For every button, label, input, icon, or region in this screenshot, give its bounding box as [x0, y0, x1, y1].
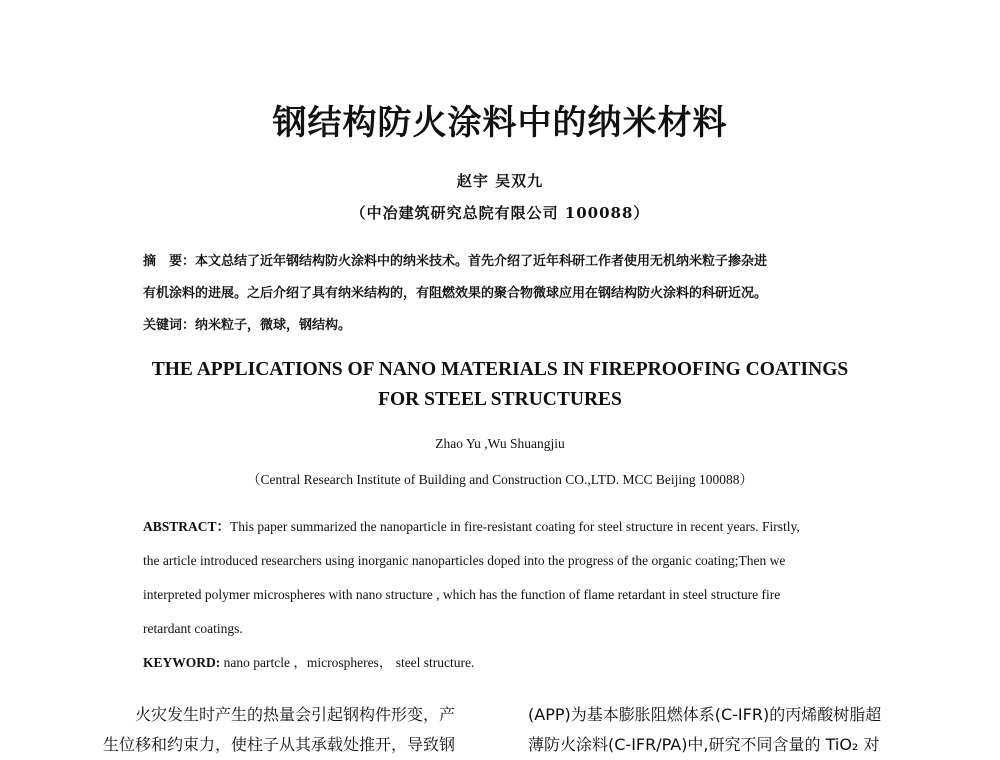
body-columns	[103, 700, 923, 760]
body-left-line-2: 生位移和约束力，使柱子从其承载处推开，导致钢	[103, 735, 456, 754]
chinese-keywords-label: 关键词：	[143, 318, 196, 333]
english-affiliation: （Central Research Institute of Building and Construction CO.,LTD. MCC Beijing 100088）	[246, 472, 754, 487]
english-abstract-text-1: This paper summarized the nanoparticle in fire-resistant coating for steel structure in recent years. Firstly,	[230, 519, 800, 534]
english-title	[130, 355, 870, 415]
english-abstract	[143, 510, 883, 680]
chinese-abstract-line	[143, 246, 878, 278]
english-title-line-2: FOR STEEL STRUCTURES	[378, 389, 622, 410]
body-left-line-1: 火灾发生时产生的热量会引起钢构件形变，产	[135, 705, 456, 724]
chinese-title: 钢结构防火涂料中的纳米材料	[272, 103, 728, 143]
english-authors: Zhao Yu ,Wu Shuangjiu	[435, 436, 565, 451]
chinese-authors: 赵宇 吴双九	[456, 172, 544, 190]
body-right-column	[528, 700, 923, 760]
english-abstract-text-2: the article introduced researchers using inorganic nanoparticles doped into the progress of the organic coating;Then we	[143, 553, 786, 568]
chinese-abstract-text-1: 本文总结了近年钢结构防火涂料中的纳米技术。首先介绍了近年科研工作者使用无机纳米粒子掺杂进	[195, 254, 768, 269]
english-keywords-line	[143, 646, 883, 680]
chinese-keywords: 纳米粒子，微球，钢结构。	[195, 318, 352, 333]
body-right-line-2: 薄防火涂料(C-IFR/PA)中,研究不同含量的 TiO₂ 对	[528, 735, 880, 754]
chinese-affiliation: （中冶建筑研究总院有限公司 100088）	[350, 204, 650, 222]
english-keyword-label: KEYWORD:	[143, 655, 221, 670]
chinese-abstract-text-2: 有机涂料的进展。之后介绍了具有纳米结构的，有阻燃效果的聚合物微球应用在钢结构防火涂料的科研近况。	[143, 286, 768, 301]
english-title-line-1: THE APPLICATIONS OF NANO MATERIALS IN FIREPROOFING COATINGS	[151, 359, 849, 380]
body-left-column	[103, 700, 498, 760]
english-abstract-text-4: retardant coatings.	[143, 621, 243, 636]
english-keywords: nano partcle ，microspheres， steel structure.	[220, 655, 475, 670]
chinese-keywords-line	[143, 310, 878, 342]
english-abstract-text-3: interpreted polymer microspheres with nano structure , which has the function of flame retardant in steel structure fire	[143, 587, 781, 602]
english-abstract-label: ABSTRACT：	[143, 519, 231, 534]
chinese-abstract	[143, 246, 878, 342]
chinese-abstract-label: 摘 要：	[143, 254, 196, 269]
body-right-line-1: (APP)为基本膨胀阻燃体系(C-IFR)的丙烯酸树脂超	[528, 705, 882, 724]
english-abstract-line	[143, 510, 883, 544]
